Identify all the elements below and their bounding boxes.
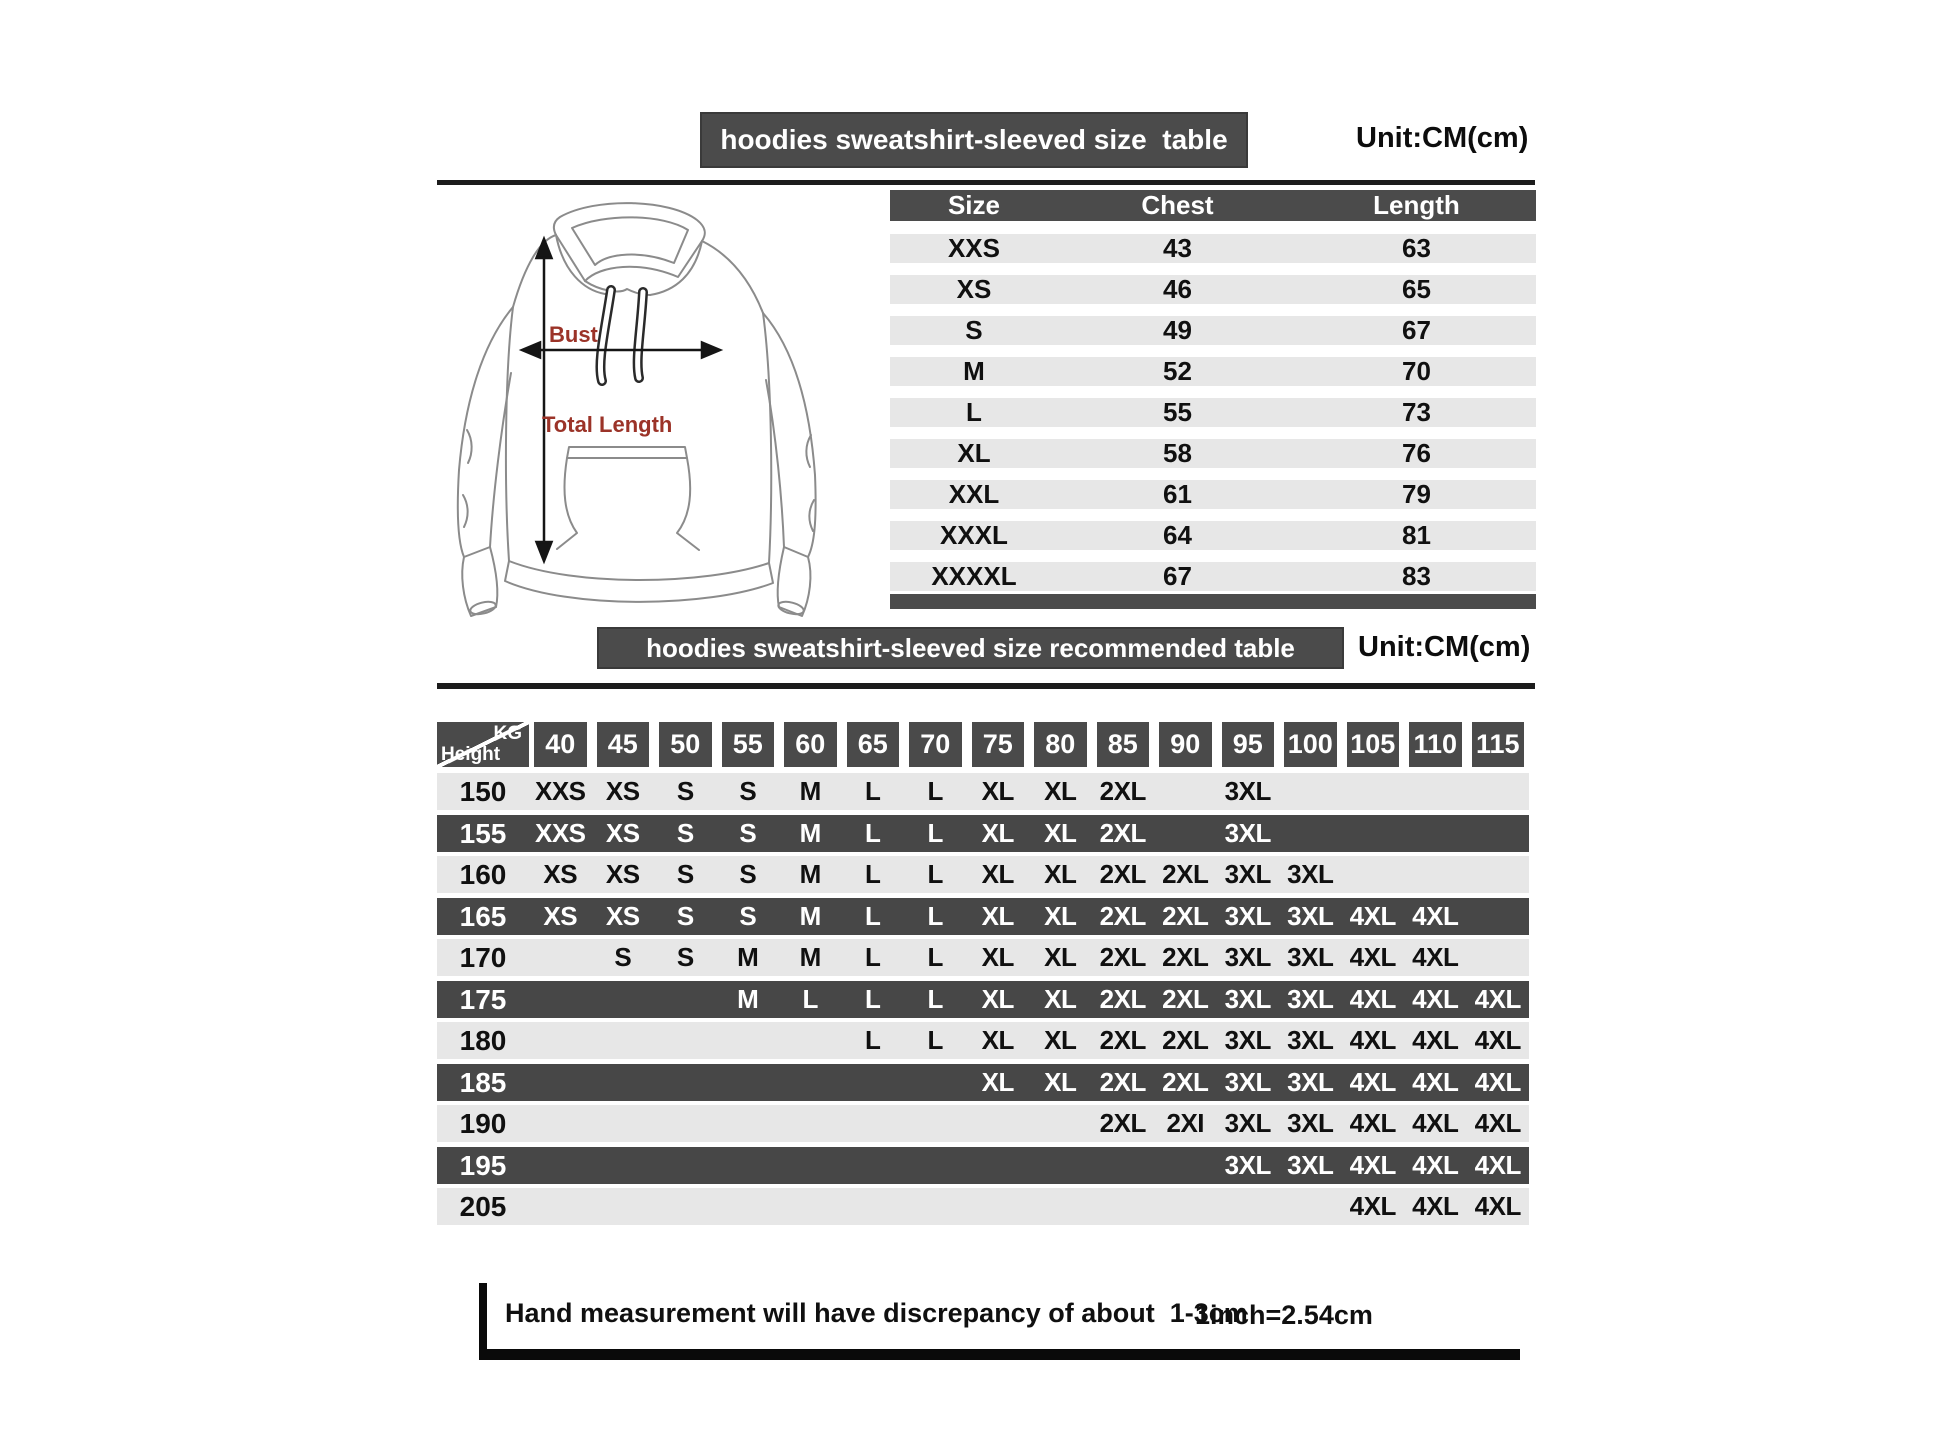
size-table-row bbox=[890, 521, 1536, 550]
recommended-table-row-155 bbox=[437, 815, 1529, 852]
recommended-size-cell: XL bbox=[981, 1025, 1014, 1055]
recommended-size-cell: L bbox=[927, 859, 943, 889]
weight-header-75: 75 bbox=[972, 722, 1025, 767]
size-table-cell: 76 bbox=[1402, 438, 1431, 468]
weight-header-65: 65 bbox=[847, 722, 900, 767]
recommended-table-row-165 bbox=[437, 898, 1529, 935]
recommended-size-cell: XL bbox=[1044, 983, 1077, 1014]
recommended-size-cell bbox=[1092, 1147, 1155, 1184]
size-table-bottom-bar bbox=[890, 594, 1536, 609]
size-table-cell: 67 bbox=[1402, 315, 1431, 345]
recommended-size-cell: XXS bbox=[534, 817, 586, 848]
recommended-size-cell: XL bbox=[981, 817, 1014, 848]
recommended-size-cell: 2XL bbox=[1162, 859, 1209, 889]
recommended-size-cell: 3XL bbox=[1287, 983, 1334, 1014]
weight-header-80: 80 bbox=[1034, 722, 1087, 767]
hoodie-drawstrings bbox=[600, 290, 643, 381]
recommended-table-body bbox=[437, 773, 1529, 1225]
kg-height-corner-cell bbox=[437, 722, 529, 767]
recommended-size-cell: 2XL bbox=[1099, 983, 1146, 1014]
height-label: 150 bbox=[459, 776, 507, 807]
section2-unit-label: Unit:CM(cm) bbox=[1358, 631, 1531, 663]
recommended-size-cell bbox=[904, 1064, 967, 1101]
recommended-size-cell: S bbox=[739, 900, 757, 931]
recommended-size-cell bbox=[1154, 1147, 1217, 1184]
recommended-size-cell: 2XI bbox=[1166, 1108, 1205, 1138]
recommended-size-cell: 3XL bbox=[1287, 1025, 1334, 1055]
size-table-cell: 63 bbox=[1402, 233, 1431, 263]
recommended-size-cell: 2XL bbox=[1099, 1066, 1146, 1097]
recommended-size-cell: XL bbox=[981, 942, 1014, 972]
recommended-size-cell: S bbox=[676, 859, 694, 889]
inch-conversion-note: 1inch=2.54cm bbox=[1195, 1300, 1373, 1330]
recommended-size-cell: 4XL bbox=[1349, 983, 1396, 1014]
size-table-cell: XXL bbox=[948, 479, 1000, 509]
section1-title: hoodies sweatshirt-sleeved size table bbox=[700, 112, 1248, 168]
corner-height-label: Height bbox=[441, 744, 501, 765]
recommended-table-row-150 bbox=[437, 773, 1529, 810]
recommended-size-cell: XS bbox=[605, 817, 640, 848]
size-table-row bbox=[890, 275, 1536, 304]
recommended-size-cell: L bbox=[865, 776, 881, 806]
height-label: 165 bbox=[459, 900, 507, 932]
recommended-size-cell: S bbox=[676, 817, 694, 848]
recommended-size-cell: M bbox=[799, 817, 821, 848]
size-table-cell: 64 bbox=[1163, 520, 1192, 550]
recommended-size-cell: 4XL bbox=[1349, 1108, 1396, 1138]
recommended-size-cell bbox=[1342, 815, 1405, 852]
recommended-size-cell: 3XL bbox=[1287, 1149, 1334, 1180]
recommended-table-row-195 bbox=[437, 1147, 1529, 1184]
height-label: 170 bbox=[459, 942, 507, 973]
recommended-size-cell: XL bbox=[1044, 859, 1077, 889]
recommended-size-cell bbox=[842, 1105, 905, 1142]
size-table-cell: 83 bbox=[1402, 561, 1431, 591]
recommended-size-cell bbox=[654, 981, 717, 1018]
weight-header-50: 50 bbox=[659, 722, 712, 767]
recommended-size-cell: XL bbox=[981, 983, 1014, 1014]
size-table-cell: 73 bbox=[1402, 397, 1431, 427]
recommended-size-cell: 3XL bbox=[1224, 900, 1271, 931]
recommended-size-cell: 2XL bbox=[1099, 1108, 1146, 1138]
recommended-size-cell bbox=[592, 1147, 655, 1184]
recommended-size-cell: 4XL bbox=[1412, 1191, 1459, 1221]
recommended-size-cell: 3XL bbox=[1287, 900, 1334, 931]
recommended-size-cell: 3XL bbox=[1287, 1108, 1334, 1138]
height-label: 175 bbox=[459, 983, 507, 1015]
recommended-size-cell: 4XL bbox=[1349, 1066, 1396, 1097]
section2-title: hoodies sweatshirt-sleeved size recommended table bbox=[597, 627, 1344, 669]
recommended-size-cell bbox=[654, 1188, 717, 1225]
weight-header-85: 85 bbox=[1097, 722, 1150, 767]
recommended-size-cell: 3XL bbox=[1287, 1066, 1334, 1097]
recommended-size-cell: 2XL bbox=[1162, 1025, 1209, 1055]
recommended-size-cell bbox=[717, 1188, 780, 1225]
bust-label: Bust bbox=[549, 322, 598, 347]
recommended-size-cell bbox=[717, 1022, 780, 1059]
recommended-size-cell: M bbox=[799, 776, 821, 806]
recommended-size-cell bbox=[1279, 773, 1342, 810]
total-length-label: Total Length bbox=[542, 412, 673, 437]
recommended-size-cell: XL bbox=[1044, 942, 1077, 972]
recommended-size-cell bbox=[1092, 1188, 1155, 1225]
weight-header-45: 45 bbox=[597, 722, 650, 767]
size-table-cell: L bbox=[966, 397, 982, 427]
size-table-row bbox=[890, 234, 1536, 263]
recommended-size-cell: XXS bbox=[534, 776, 586, 806]
recommended-size-cell bbox=[779, 1105, 842, 1142]
recommended-size-cell: 4XL bbox=[1412, 1025, 1459, 1055]
recommended-size-cell: XL bbox=[1044, 1025, 1077, 1055]
recommended-size-cell: M bbox=[737, 942, 759, 972]
size-table-row bbox=[890, 439, 1536, 468]
recommended-size-cell: 2XL bbox=[1099, 900, 1146, 931]
recommended-size-cell bbox=[1217, 1188, 1280, 1225]
size-table-cell: 55 bbox=[1163, 397, 1192, 427]
weight-header-105: 105 bbox=[1347, 722, 1400, 767]
recommended-table-row-175 bbox=[437, 981, 1529, 1018]
recommended-size-cell bbox=[717, 1105, 780, 1142]
recommended-size-cell bbox=[779, 1147, 842, 1184]
recommended-size-cell: 3XL bbox=[1224, 983, 1271, 1014]
recommended-size-cell: S bbox=[739, 776, 757, 806]
hoodie-diagram bbox=[445, 195, 825, 655]
recommended-size-cell: 4XL bbox=[1474, 1025, 1521, 1055]
recommended-size-cell: 4XL bbox=[1474, 983, 1521, 1014]
recommended-size-cell: L bbox=[865, 983, 881, 1014]
recommended-size-cell: S bbox=[739, 859, 757, 889]
recommended-size-cell bbox=[967, 1188, 1030, 1225]
recommended-size-cell bbox=[1404, 773, 1467, 810]
size-table-cell: XS bbox=[956, 274, 992, 304]
size-table-cell: 67 bbox=[1163, 561, 1192, 591]
section1-unit-label: Unit:CM(cm) bbox=[1356, 122, 1529, 154]
size-table-cell: 65 bbox=[1402, 274, 1431, 304]
recommended-size-cell bbox=[654, 1105, 717, 1142]
recommended-size-cell bbox=[1467, 815, 1530, 852]
recommended-size-cell: XL bbox=[1044, 817, 1077, 848]
recommended-size-cell bbox=[1404, 815, 1467, 852]
recommended-size-cell: 3XL bbox=[1224, 817, 1271, 848]
measurement-note: Hand measurement will have discrepancy of about 1-3cm bbox=[505, 1298, 1248, 1328]
recommended-size-cell bbox=[529, 1147, 592, 1184]
recommended-size-cell: 3XL bbox=[1287, 942, 1334, 972]
height-label: 160 bbox=[459, 859, 507, 890]
recommended-size-cell bbox=[967, 1105, 1030, 1142]
size-table-cell: M bbox=[963, 356, 985, 386]
recommended-size-cell: XL bbox=[981, 1066, 1014, 1097]
recommended-size-cell: L bbox=[927, 900, 943, 931]
recommended-size-cell: XL bbox=[981, 900, 1014, 931]
recommended-size-cell: 3XL bbox=[1224, 1066, 1271, 1097]
recommended-size-cell bbox=[1029, 1147, 1092, 1184]
recommended-size-cell: L bbox=[865, 817, 881, 848]
recommended-size-cell: L bbox=[865, 859, 881, 889]
height-label: 185 bbox=[459, 1066, 507, 1098]
size-table-cell: 46 bbox=[1163, 274, 1192, 304]
recommended-size-cell bbox=[1279, 1188, 1342, 1225]
recommended-size-cell: L bbox=[802, 983, 818, 1014]
recommended-size-cell bbox=[654, 1064, 717, 1101]
recommended-size-cell bbox=[1467, 773, 1530, 810]
recommended-size-cell bbox=[779, 1064, 842, 1101]
recommended-size-cell bbox=[904, 1188, 967, 1225]
size-table-cell: 79 bbox=[1402, 479, 1431, 509]
recommended-size-cell: XL bbox=[981, 776, 1014, 806]
recommended-size-cell: 3XL bbox=[1224, 1108, 1271, 1138]
size-table-row bbox=[890, 357, 1536, 386]
recommended-size-cell bbox=[592, 981, 655, 1018]
recommended-size-cell: S bbox=[614, 942, 632, 972]
recommended-size-cell: XS bbox=[605, 776, 640, 806]
size-table-header-length: Length bbox=[1373, 190, 1460, 220]
weight-header-55: 55 bbox=[722, 722, 775, 767]
recommended-size-cell: 3XL bbox=[1224, 1025, 1271, 1055]
weight-header-115: 115 bbox=[1472, 722, 1525, 767]
corner-kg-label: KG bbox=[493, 723, 522, 744]
recommended-size-cell: S bbox=[676, 900, 694, 931]
recommended-size-cell bbox=[529, 1064, 592, 1101]
recommended-size-cell: 2XL bbox=[1099, 776, 1146, 806]
recommended-size-cell bbox=[717, 1064, 780, 1101]
recommended-size-cell bbox=[592, 1105, 655, 1142]
recommended-size-cell bbox=[967, 1147, 1030, 1184]
recommended-size-cell: 3XL bbox=[1287, 859, 1334, 889]
size-table-row bbox=[890, 562, 1536, 591]
recommended-table-row-180 bbox=[437, 1022, 1529, 1059]
recommended-size-cell: XS bbox=[543, 859, 578, 889]
weight-header-70: 70 bbox=[909, 722, 962, 767]
recommended-table-row-185 bbox=[437, 1064, 1529, 1101]
size-table bbox=[890, 190, 1536, 603]
recommended-size-cell: 3XL bbox=[1224, 776, 1271, 806]
recommended-size-cell: L bbox=[865, 900, 881, 931]
size-table-cell: 52 bbox=[1163, 356, 1192, 386]
recommended-size-cell: XL bbox=[1044, 776, 1077, 806]
weight-header-90: 90 bbox=[1159, 722, 1212, 767]
recommended-size-cell: 4XL bbox=[1349, 942, 1396, 972]
recommended-table-row-205 bbox=[437, 1188, 1529, 1225]
recommended-size-cell: XL bbox=[1044, 1066, 1077, 1097]
weight-header-95: 95 bbox=[1222, 722, 1275, 767]
recommended-size-cell: 2XL bbox=[1162, 1066, 1209, 1097]
recommended-size-cell bbox=[1467, 898, 1530, 935]
recommended-size-cell bbox=[529, 1105, 592, 1142]
size-table-body bbox=[890, 234, 1536, 591]
size-table-cell: XXXXL bbox=[931, 561, 1017, 591]
recommended-size-cell: L bbox=[927, 983, 943, 1014]
size-table-cell: XL bbox=[957, 438, 991, 468]
recommended-size-cell bbox=[592, 1022, 655, 1059]
recommended-size-cell bbox=[1154, 815, 1217, 852]
recommended-size-cell: 4XL bbox=[1412, 900, 1459, 931]
recommended-size-cell bbox=[529, 981, 592, 1018]
recommended-size-cell: M bbox=[799, 942, 821, 972]
size-table-header bbox=[890, 190, 1536, 221]
recommended-size-cell bbox=[592, 1188, 655, 1225]
recommended-size-cell: 2XL bbox=[1099, 1025, 1146, 1055]
recommended-size-cell: 4XL bbox=[1474, 1191, 1521, 1221]
height-label: 205 bbox=[459, 1191, 507, 1222]
recommended-size-cell bbox=[529, 1022, 592, 1059]
size-table-row bbox=[890, 398, 1536, 427]
recommended-size-cell: 4XL bbox=[1349, 1149, 1396, 1180]
recommended-size-cell: L bbox=[865, 942, 881, 972]
recommended-size-cell bbox=[1279, 815, 1342, 852]
recommended-size-cell bbox=[654, 1022, 717, 1059]
size-table-cell: XXS bbox=[947, 233, 1000, 263]
recommended-table-header bbox=[437, 722, 1529, 767]
recommended-size-cell bbox=[1154, 1188, 1217, 1225]
recommended-size-cell bbox=[842, 1147, 905, 1184]
recommended-size-cell bbox=[842, 1188, 905, 1225]
recommended-table-row-170 bbox=[437, 939, 1529, 976]
size-table-cell: 81 bbox=[1402, 520, 1431, 550]
recommended-size-cell bbox=[1467, 856, 1530, 893]
divider-line-2 bbox=[437, 683, 1535, 689]
recommended-size-cell: M bbox=[799, 900, 821, 931]
weight-header-60: 60 bbox=[784, 722, 837, 767]
weight-header-110: 110 bbox=[1409, 722, 1462, 767]
recommended-size-cell bbox=[1029, 1105, 1092, 1142]
size-table-header-chest: Chest bbox=[1141, 190, 1214, 220]
recommended-size-cell: 4XL bbox=[1412, 1066, 1459, 1097]
recommended-size-cell: XS bbox=[605, 900, 640, 931]
recommended-size-cell bbox=[1467, 939, 1530, 976]
recommended-size-table bbox=[437, 722, 1529, 1230]
recommended-size-cell: 2XL bbox=[1099, 942, 1146, 972]
recommended-size-cell: 2XL bbox=[1162, 983, 1209, 1014]
recommended-size-cell bbox=[1342, 856, 1405, 893]
recommended-size-cell: L bbox=[865, 1025, 881, 1055]
size-table-cell: 49 bbox=[1163, 315, 1192, 345]
weight-header-100: 100 bbox=[1284, 722, 1337, 767]
recommended-size-cell: 3XL bbox=[1224, 1149, 1271, 1180]
recommended-size-cell bbox=[779, 1188, 842, 1225]
recommended-table-row-190 bbox=[437, 1105, 1529, 1142]
divider-line-1 bbox=[437, 180, 1535, 185]
height-label: 195 bbox=[459, 1149, 507, 1181]
recommended-size-cell: 3XL bbox=[1224, 942, 1271, 972]
recommended-size-cell bbox=[1029, 1188, 1092, 1225]
size-table-row bbox=[890, 316, 1536, 345]
note-left-bar bbox=[479, 1283, 487, 1357]
recommended-size-cell: 4XL bbox=[1474, 1108, 1521, 1138]
recommended-size-cell: 4XL bbox=[1349, 1191, 1396, 1221]
recommended-size-cell: 4XL bbox=[1349, 1025, 1396, 1055]
height-label: 155 bbox=[459, 817, 507, 849]
note-bottom-bar bbox=[479, 1349, 1520, 1360]
recommended-size-cell: 2XL bbox=[1099, 859, 1146, 889]
size-table-cell: 61 bbox=[1163, 479, 1192, 509]
recommended-table-row-160 bbox=[437, 856, 1529, 893]
recommended-size-cell: 4XL bbox=[1412, 942, 1459, 972]
recommended-size-cell: M bbox=[799, 859, 821, 889]
recommended-size-cell: 4XL bbox=[1474, 1066, 1521, 1097]
size-table-cell: 58 bbox=[1163, 438, 1192, 468]
weight-header-40: 40 bbox=[534, 722, 587, 767]
recommended-size-cell bbox=[779, 1022, 842, 1059]
hoodie-outline bbox=[458, 203, 816, 616]
recommended-size-cell: 2XL bbox=[1162, 900, 1209, 931]
recommended-size-cell: 4XL bbox=[1474, 1149, 1521, 1180]
size-table-header-size: Size bbox=[947, 190, 1000, 220]
recommended-size-cell: L bbox=[927, 817, 943, 848]
recommended-size-cell: S bbox=[739, 817, 757, 848]
recommended-size-cell bbox=[1342, 773, 1405, 810]
height-label: 190 bbox=[459, 1108, 507, 1139]
size-table-row bbox=[890, 480, 1536, 509]
recommended-size-cell bbox=[592, 1064, 655, 1101]
recommended-size-cell bbox=[842, 1064, 905, 1101]
measurement-arrows bbox=[522, 239, 720, 561]
recommended-size-cell: S bbox=[676, 942, 694, 972]
recommended-size-cell: L bbox=[927, 776, 943, 806]
recommended-size-cell: L bbox=[927, 942, 943, 972]
size-table-cell: 43 bbox=[1163, 233, 1192, 263]
recommended-size-cell: L bbox=[927, 1025, 943, 1055]
recommended-size-cell: XL bbox=[981, 859, 1014, 889]
recommended-size-cell bbox=[904, 1105, 967, 1142]
size-table-cell: S bbox=[965, 315, 983, 345]
recommended-size-cell bbox=[1404, 856, 1467, 893]
recommended-size-cell: 4XL bbox=[1349, 900, 1396, 931]
recommended-size-cell: 4XL bbox=[1412, 1149, 1459, 1180]
height-label: 180 bbox=[459, 1025, 507, 1056]
recommended-size-cell: 3XL bbox=[1224, 859, 1271, 889]
recommended-size-cell: 2XL bbox=[1162, 942, 1209, 972]
recommended-size-cell: 2XL bbox=[1099, 817, 1146, 848]
recommended-size-cell bbox=[654, 1147, 717, 1184]
recommended-size-cell bbox=[717, 1147, 780, 1184]
size-table-cell: 70 bbox=[1402, 356, 1431, 386]
recommended-size-cell bbox=[529, 939, 592, 976]
recommended-size-cell: XS bbox=[543, 900, 578, 931]
recommended-size-cell bbox=[529, 1188, 592, 1225]
recommended-size-cell: M bbox=[737, 983, 759, 1014]
recommended-size-cell: 4XL bbox=[1412, 983, 1459, 1014]
recommended-size-cell: 4XL bbox=[1412, 1108, 1459, 1138]
recommended-size-cell bbox=[904, 1147, 967, 1184]
recommended-size-cell: XL bbox=[1044, 900, 1077, 931]
size-table-cell: XXXL bbox=[940, 520, 1008, 550]
recommended-size-cell: XS bbox=[605, 859, 640, 889]
recommended-size-cell bbox=[1154, 773, 1217, 810]
recommended-size-cell: S bbox=[676, 776, 694, 806]
